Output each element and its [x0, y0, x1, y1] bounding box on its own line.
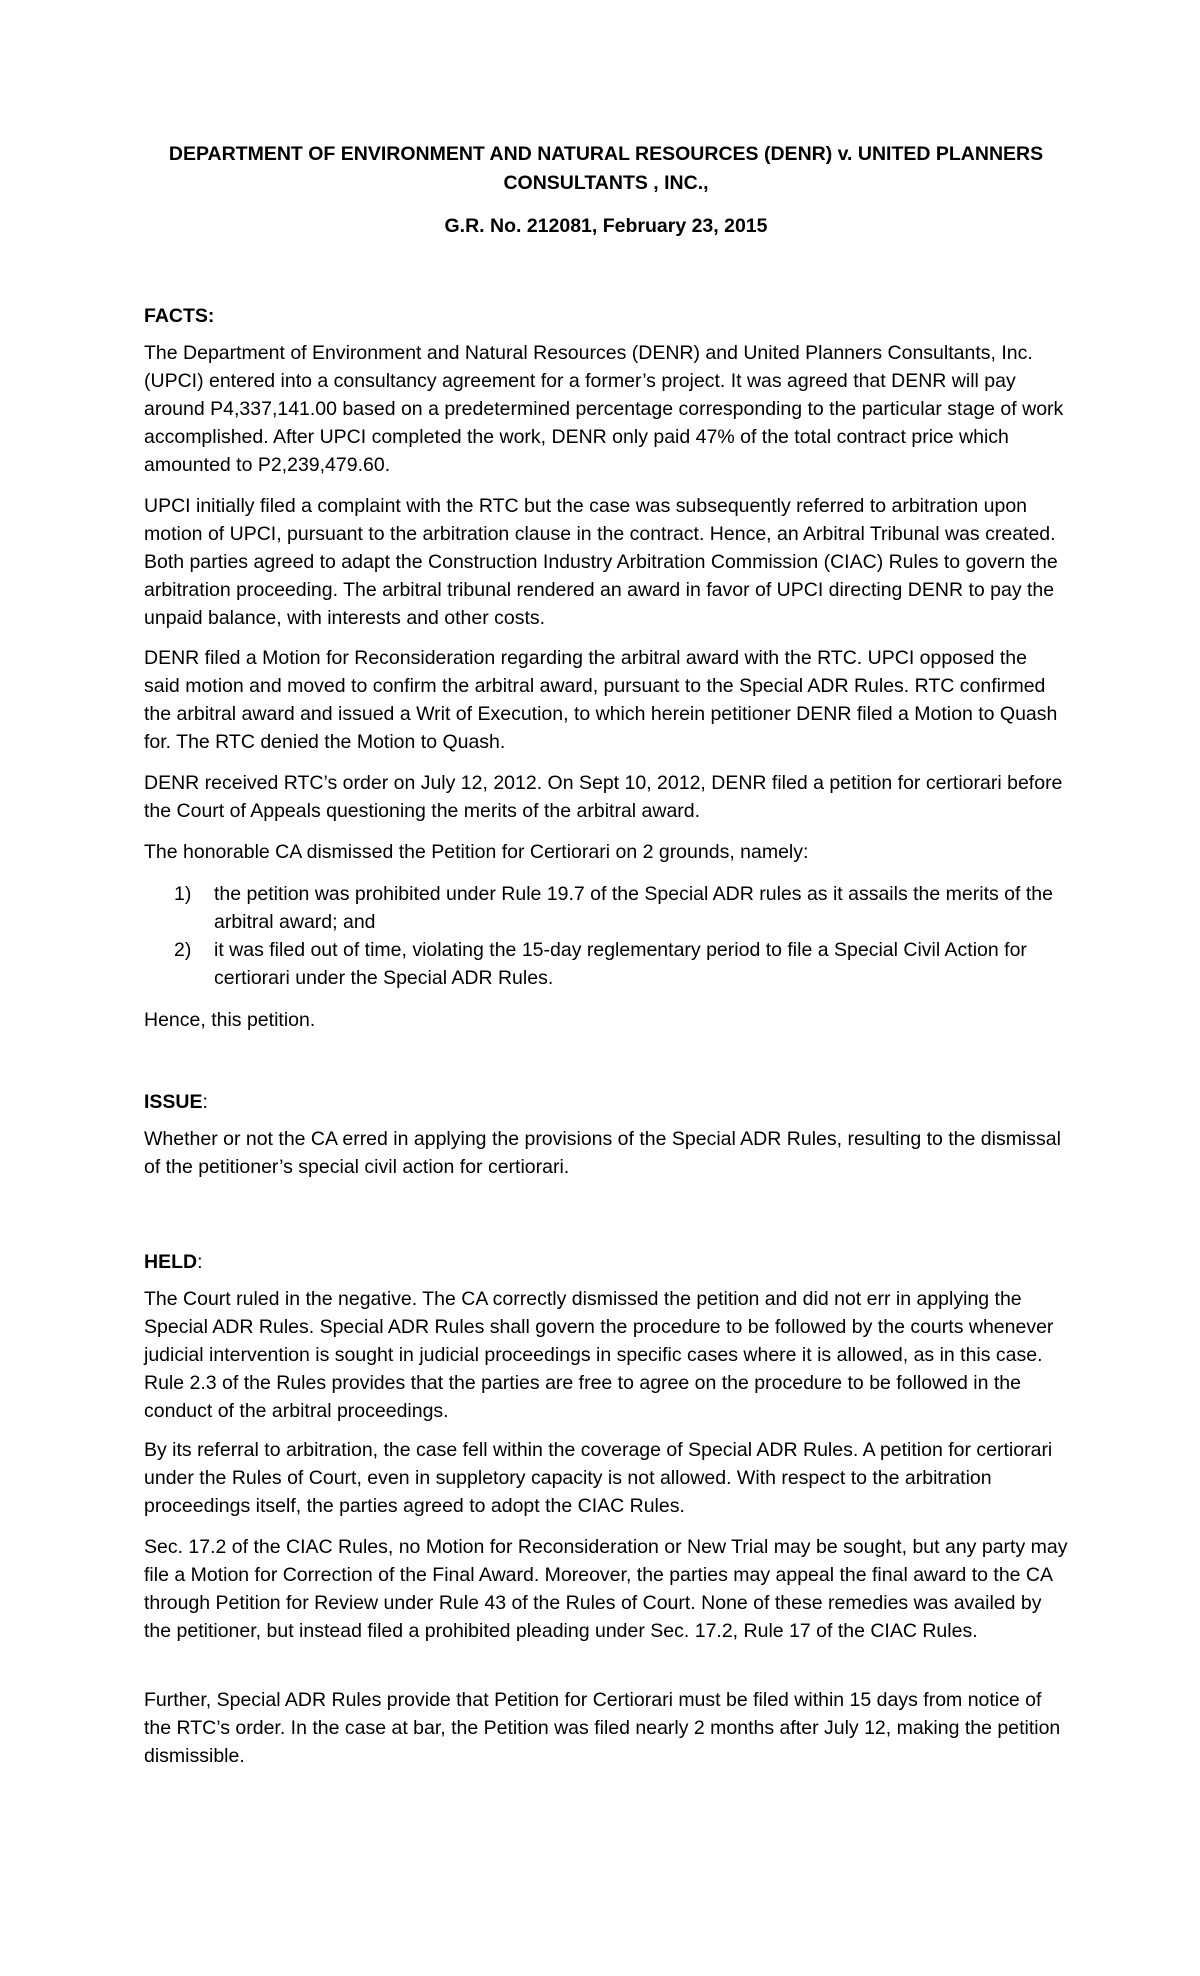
facts-paragraph-2: UPCI initially filed a complaint with the RTC but the case was subsequently referred to arbitration upon motion of UPCI, pursuant to the arbitration clause in the contract. Hence, an Arbitral Tribunal was created. Both parties agreed to adapt the Construction Industry Arbitration Commission (CIAC) Rules to govern the arbitration proceeding. The arbitral tribunal rendered an award in favor of UPCI directing DENR to pay the unpaid balance, with interests and other costs.	[144, 495, 1058, 629]
facts-heading: FACTS:	[144, 305, 215, 327]
ground-item: 1) the petition was prohibited under Rule 19.7 of the Special ADR rules as it assails the merits of the arbitral award; and	[174, 883, 1053, 933]
held-paragraph-3: Sec. 17.2 of the CIAC Rules, no Motion for Reconsideration or New Trial may be sought, but any party may file a Motion for Correction of the Final Award. Moreover, the parties may appeal the final award to the CA through Petition for Review under Rule 43 of the Rules of Court. None of these remedies was availed by the petitioner, but instead filed a prohibited pleading under Sec. 17.2, Rule 17 of the CIAC Rules.	[144, 1536, 1068, 1642]
grounds-list	[144, 880, 1068, 992]
case-title: DEPARTMENT OF ENVIRONMENT AND NATURAL RESOURCES (DENR) v. UNITED PLANNERS CONSULTANTS , INC.,	[168, 143, 1044, 194]
held-paragraph-1: The Court ruled in the negative. The CA correctly dismissed the petition and did not err in applying the Special ADR Rules. Special ADR Rules shall govern the procedure to be followed by the courts whenever judicial intervention is sought in judicial proceedings in specific cases where it is allowed, as in this case. Rule 2.3 of the Rules provides that the parties are free to agree on the procedure to be followed in the conduct of the arbitral proceedings.	[144, 1288, 1054, 1422]
facts-paragraph-5: The honorable CA dismissed the Petition for Certiorari on 2 grounds, namely:	[144, 841, 809, 863]
facts-closing: Hence, this petition.	[144, 1009, 316, 1031]
facts-paragraph-4: DENR received RTC’s order on July 12, 2012. On Sept 10, 2012, DENR filed a petition for certiorari before the Court of Appeals questioning the merits of the arbitral award.	[144, 772, 1063, 822]
facts-paragraph-3: DENR filed a Motion for Reconsideration regarding the arbitral award with the RTC. UPCI opposed the said motion and moved to confirm the arbitral award, pursuant to the Special ADR Rules. RTC confirmed the arbitral award and issued a Writ of Execution, to which herein petitioner DENR filed a Motion to Quash for. The RTC denied the Motion to Quash.	[144, 647, 1058, 753]
held-paragraph-2: By its referral to arbitration, the case fell within the coverage of Special ADR Rules. A petition for certiorari under the Rules of Court, even in suppletory capacity is not allowed. With respect to the arbitration proceedings itself, the parties agreed to adopt the CIAC Rules.	[144, 1439, 1053, 1517]
held-paragraph-4: Further, Special ADR Rules provide that Petition for Certiorari must be filed within 15 days from notice of the RTC’s order. In the case at bar, the Petition was filed nearly 2 months after July 12, making the petition dismissible.	[144, 1689, 1061, 1767]
issue-heading: ISSUE:	[144, 1091, 208, 1113]
held-heading: HELD:	[144, 1251, 203, 1273]
issue-text: Whether or not the CA erred in applying the provisions of the Special ADR Rules, resulting to the dismissal of the petitioner’s special civil action for certiorari.	[144, 1128, 1061, 1178]
case-number: G.R. No. 212081, February 23, 2015	[444, 215, 768, 237]
ground-item: 2) it was filed out of time, violating the 15-day reglementary period to file a Special Civil Action for certiorari under the Special ADR Rules.	[174, 939, 1027, 989]
facts-paragraph-1: The Department of Environment and Natural Resources (DENR) and United Planners Consultants, Inc. (UPCI) entered into a consultancy agreement for a former’s project. It was agreed that DENR will pay around P4,337,141.00 based on a predetermined percentage corresponding to the particular stage of work accomplished. After UPCI completed the work, DENR only paid 47% of the total contract price which amounted to P2,239,479.60.	[144, 342, 1064, 476]
